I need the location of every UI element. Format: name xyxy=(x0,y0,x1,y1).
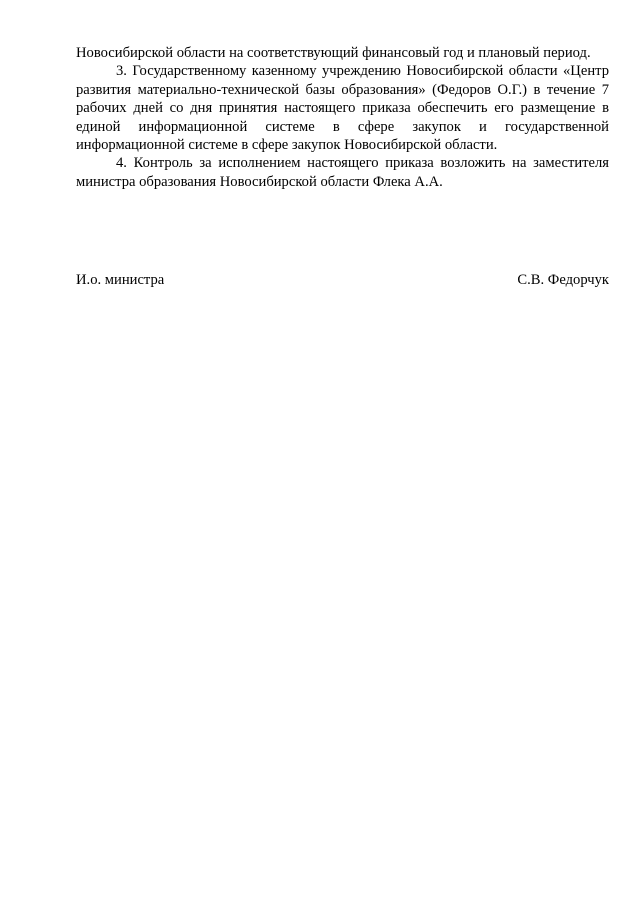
document-body xyxy=(76,44,609,191)
paragraph-item-4: 4. Контроль за исполнением настоящего приказа возложить на заместителя министра образования Новосибирской области Флека А.А. xyxy=(76,155,609,190)
signature-block xyxy=(76,271,609,289)
signatory-name: С.В. Федорчук xyxy=(517,272,609,288)
signatory-position: И.о. министра xyxy=(76,272,165,288)
paragraph-item-3: 3. Государственному казенному учреждению Новосибирской области «Центр развития материально-технической базы образования» (Федоров О.Г.) в течение 7 рабочих дней со дня принятия настоящего приказа обеспечить его размещение в единой информационной системе в сфере закупок и государственной информационной системе в сфере закупок Новосибирской области. xyxy=(76,63,609,154)
paragraph-continuation: Новосибирской области на соответствующий финансовый год и плановый период. xyxy=(76,45,591,61)
